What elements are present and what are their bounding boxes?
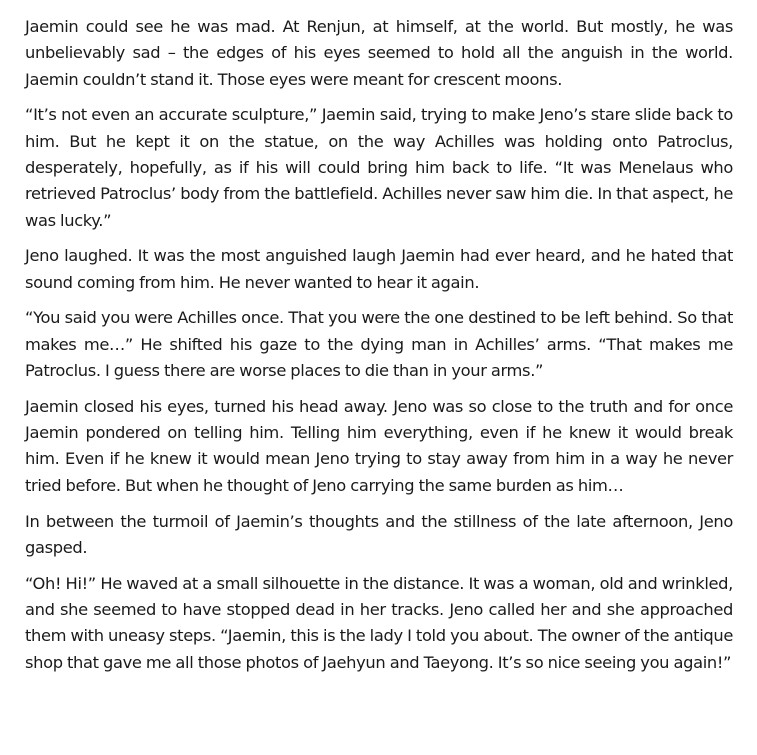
- paragraph: “It’s not even an accurate sculpture,” Jaemin said, trying to make Jeno’s stare slide back to him. But he kept it on the statue, on the way Achilles was holding onto Patroclus, desperately, hopefully, as if his will could bring him back to life. “It was Menelaus who retrieved Patroclus’ body from the battlefield. Achilles never saw him die. In that aspect, he was lucky.”: [25, 105, 733, 230]
- paragraph: “Oh! Hi!” He waved at a small silhouette in the distance. It was a woman, old and wrinkled, and she seemed to have stopped dead in her tracks. Jeno called her and she approached them with uneasy steps. “Jaemin, this is the lady I told you about. The owner of the antique shop that gave me all those photos of Jaehyun and Taeyong. It’s so nice seeing you again!”: [25, 573, 733, 672]
- paragraph: Jeno laughed. It was the most anguished laugh Jaemin had ever heard, and he hated that sound coming from him. He never wanted to hear it again.: [25, 246, 733, 292]
- paragraph: Jaemin closed his eyes, turned his head away. Jeno was so close to the truth and for once Jaemin pondered on telling him. Telling him everything, even if he knew it would break him. Even if he knew it would mean Jeno trying to stay away from him in a way he never tried before. But when he thought of Jeno carrying the same burden as him…: [25, 396, 733, 495]
- paragraph: Jaemin could see he was mad. At Renjun, at himself, at the world. But mostly, he was unbelievably sad – the edges of his eyes seemed to hold all the anguish in the world. Jaemin couldn’t stand it. Those eyes were meant for crescent moons.: [25, 17, 733, 89]
- paragraph: In between the turmoil of Jaemin’s thoughts and the stillness of the late afternoon, Jeno gasped.: [25, 511, 733, 557]
- paragraph: “You said you were Achilles once. That you were the one destined to be left behind. So that makes me…” He shifted his gaze to the dying man in Achilles’ arms. “That makes me Patroclus. I guess there are worse places to die than in your arms.”: [25, 308, 733, 381]
